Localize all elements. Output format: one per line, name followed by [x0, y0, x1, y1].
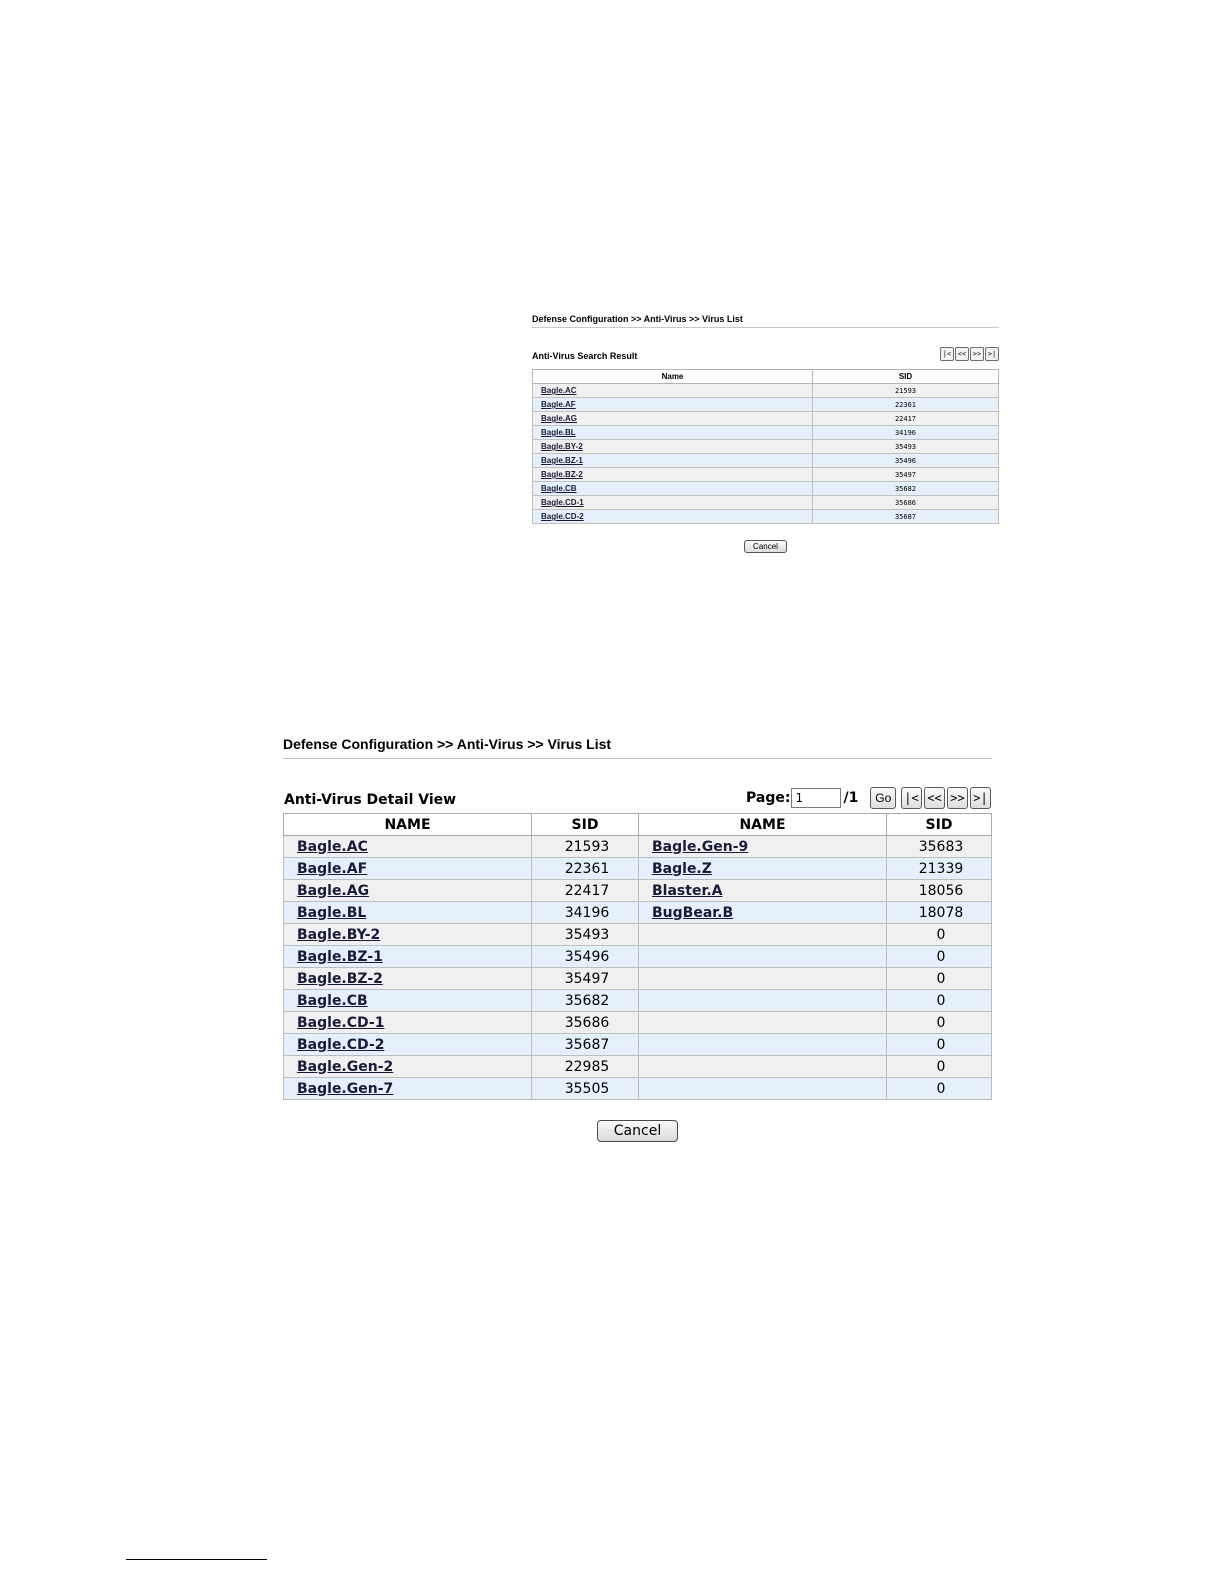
column-header-sid: SID — [813, 370, 999, 384]
name-cell — [533, 398, 813, 412]
column-header-sid-2: SID — [887, 814, 992, 836]
table-row — [284, 946, 992, 968]
table-row — [284, 990, 992, 1012]
name-cell-2 — [639, 990, 887, 1012]
sid-cell-2: 21339 — [887, 858, 992, 880]
name-cell — [533, 454, 813, 468]
name-cell-2 — [639, 1078, 887, 1100]
virus-name-link[interactable]: Bagle.AF — [541, 400, 576, 409]
prev-page-button[interactable]: << — [955, 347, 969, 361]
virus-name-link[interactable]: Bagle.BY-2 — [297, 926, 381, 943]
virus-name-link[interactable]: Bagle.CD-1 — [541, 498, 584, 507]
sid-cell: 21593 — [813, 384, 999, 398]
virus-name-link[interactable]: Bagle.CB — [297, 992, 368, 1009]
sid-cell: 35497 — [813, 468, 999, 482]
name-cell — [284, 880, 532, 902]
name-cell — [533, 412, 813, 426]
search-result-panel — [532, 311, 999, 554]
sid-cell: 35493 — [813, 440, 999, 454]
table-row — [284, 968, 992, 990]
page-total: /1 — [843, 790, 859, 806]
divider — [532, 327, 999, 328]
detail-view-panel — [283, 733, 992, 1142]
sid-cell-2: 0 — [887, 1012, 992, 1034]
sid-cell: 35496 — [813, 454, 999, 468]
name-cell — [284, 924, 532, 946]
virus-name-link[interactable]: Bagle.BY-2 — [541, 442, 583, 451]
name-cell — [533, 496, 813, 510]
name-cell — [533, 468, 813, 482]
name-cell-2 — [639, 858, 887, 880]
pagination-buttons — [901, 787, 991, 809]
name-cell — [533, 482, 813, 496]
sid-cell: 35497 — [532, 968, 639, 990]
virus-name-link[interactable]: Bagle.CB — [541, 484, 577, 493]
detail-view-table — [283, 813, 992, 1100]
last-page-button[interactable]: >| — [970, 787, 991, 809]
virus-name-link[interactable]: Bagle.Z — [652, 860, 712, 877]
virus-name-link[interactable]: Bagle.BL — [297, 904, 367, 921]
table-row — [533, 398, 999, 412]
table-body — [284, 836, 992, 1100]
table-row — [533, 454, 999, 468]
next-page-button[interactable]: >> — [947, 787, 968, 809]
name-cell-2 — [639, 968, 887, 990]
column-header-name: NAME — [284, 814, 532, 836]
sid-cell: 35686 — [532, 1012, 639, 1034]
virus-name-link[interactable]: BugBear.B — [652, 904, 734, 921]
name-cell-2 — [639, 836, 887, 858]
virus-name-link[interactable]: Bagle.Gen-2 — [297, 1058, 394, 1075]
table-row — [284, 1078, 992, 1100]
table-header-row — [533, 370, 999, 384]
column-header-name-2: NAME — [639, 814, 887, 836]
name-cell — [284, 1034, 532, 1056]
next-page-button[interactable]: >> — [970, 347, 984, 361]
virus-name-link[interactable]: Bagle.BZ-2 — [541, 470, 583, 479]
cancel-button[interactable]: Cancel — [597, 1120, 678, 1142]
sid-cell: 35493 — [532, 924, 639, 946]
sid-cell: 35686 — [813, 496, 999, 510]
sid-cell: 22417 — [532, 880, 639, 902]
virus-name-link[interactable]: Bagle.BL — [541, 428, 576, 437]
sid-cell: 21593 — [532, 836, 639, 858]
footnote-rule — [126, 1559, 267, 1560]
table-row — [533, 384, 999, 398]
table-row — [533, 468, 999, 482]
name-cell-2 — [639, 924, 887, 946]
table-row — [284, 1056, 992, 1078]
sid-cell: 22361 — [532, 858, 639, 880]
search-result-table — [532, 369, 999, 524]
sid-cell-2: 0 — [887, 946, 992, 968]
table-row — [533, 510, 999, 524]
sid-cell-2: 0 — [887, 968, 992, 990]
page-selector — [746, 787, 896, 809]
virus-name-link[interactable]: Bagle.AG — [541, 414, 578, 423]
name-cell — [284, 1012, 532, 1034]
page-number-input[interactable] — [791, 788, 841, 808]
virus-name-link[interactable]: Bagle.BZ-2 — [297, 970, 383, 987]
sid-cell-2: 0 — [887, 990, 992, 1012]
name-cell — [284, 836, 532, 858]
table-row — [284, 1012, 992, 1034]
sid-cell: 35505 — [532, 1078, 639, 1100]
table-header-row — [284, 814, 992, 836]
table-row — [284, 836, 992, 858]
breadcrumb: Defense Configuration >> Anti-Virus >> Virus List — [532, 314, 743, 324]
sid-cell: 35682 — [813, 482, 999, 496]
column-header-sid: SID — [532, 814, 639, 836]
first-page-button[interactable]: |< — [901, 787, 922, 809]
panel-header — [532, 347, 999, 369]
sid-cell-2: 0 — [887, 924, 992, 946]
sid-cell: 22417 — [813, 412, 999, 426]
sid-cell: 35687 — [532, 1034, 639, 1056]
name-cell — [284, 902, 532, 924]
table-row — [533, 482, 999, 496]
column-header-name: Name — [533, 370, 813, 384]
cancel-button[interactable]: Cancel — [744, 540, 787, 553]
breadcrumb: Defense Configuration >> Anti-Virus >> Virus List — [283, 736, 612, 752]
sid-cell: 34196 — [813, 426, 999, 440]
table-row — [533, 426, 999, 440]
table-body — [533, 384, 999, 524]
name-cell — [533, 426, 813, 440]
name-cell-2 — [639, 880, 887, 902]
name-cell — [284, 990, 532, 1012]
name-cell — [533, 384, 813, 398]
panel-header — [283, 787, 992, 813]
sid-cell-2: 18078 — [887, 902, 992, 924]
virus-name-link[interactable]: Bagle.BZ-1 — [297, 948, 383, 965]
name-cell — [533, 440, 813, 454]
sid-cell: 22361 — [813, 398, 999, 412]
virus-name-link[interactable]: Bagle.CD-2 — [541, 512, 584, 521]
name-cell — [533, 510, 813, 524]
table-row — [533, 412, 999, 426]
sid-cell-2: 35683 — [887, 836, 992, 858]
name-cell — [284, 1056, 532, 1078]
name-cell-2 — [639, 946, 887, 968]
virus-name-link[interactable]: Bagle.CD-1 — [297, 1014, 385, 1031]
sid-cell: 35687 — [813, 510, 999, 524]
sid-cell: 34196 — [532, 902, 639, 924]
divider — [283, 758, 992, 759]
table-row — [284, 924, 992, 946]
virus-name-link[interactable]: Blaster.A — [652, 882, 723, 899]
name-cell — [284, 968, 532, 990]
sid-cell: 35682 — [532, 990, 639, 1012]
panel-title: Anti-Virus Search Result — [532, 351, 638, 361]
first-page-button[interactable]: |< — [940, 347, 954, 361]
sid-cell-2: 0 — [887, 1034, 992, 1056]
table-row — [284, 880, 992, 902]
virus-name-link[interactable]: Bagle.Gen-7 — [297, 1080, 394, 1097]
name-cell-2 — [639, 902, 887, 924]
sid-cell: 35496 — [532, 946, 639, 968]
panel-title: Anti-Virus Detail View — [284, 792, 457, 808]
table-row — [284, 1034, 992, 1056]
virus-name-link[interactable]: Bagle.AC — [297, 838, 368, 855]
name-cell — [284, 858, 532, 880]
table-row — [533, 440, 999, 454]
pagination-buttons — [940, 347, 999, 361]
name-cell — [284, 1078, 532, 1100]
sid-cell-2: 18056 — [887, 880, 992, 902]
table-row — [284, 902, 992, 924]
name-cell — [284, 946, 532, 968]
sid-cell: 22985 — [532, 1056, 639, 1078]
last-page-button[interactable]: >| — [985, 347, 999, 361]
virus-name-link[interactable]: Bagle.AG — [297, 882, 370, 899]
virus-name-link[interactable]: Bagle.AF — [297, 860, 368, 877]
go-button[interactable]: Go — [870, 787, 896, 809]
sid-cell-2: 0 — [887, 1056, 992, 1078]
name-cell-2 — [639, 1056, 887, 1078]
sid-cell-2: 0 — [887, 1078, 992, 1100]
name-cell-2 — [639, 1034, 887, 1056]
virus-name-link[interactable]: Bagle.CD-2 — [297, 1036, 385, 1053]
prev-page-button[interactable]: << — [924, 787, 945, 809]
name-cell-2 — [639, 1012, 887, 1034]
table-row — [533, 496, 999, 510]
virus-name-link[interactable]: Bagle.AC — [541, 386, 577, 395]
virus-name-link[interactable]: Bagle.Gen-9 — [652, 838, 749, 855]
page-label: Page: — [746, 790, 791, 806]
table-row — [284, 858, 992, 880]
virus-name-link[interactable]: Bagle.BZ-1 — [541, 456, 583, 465]
